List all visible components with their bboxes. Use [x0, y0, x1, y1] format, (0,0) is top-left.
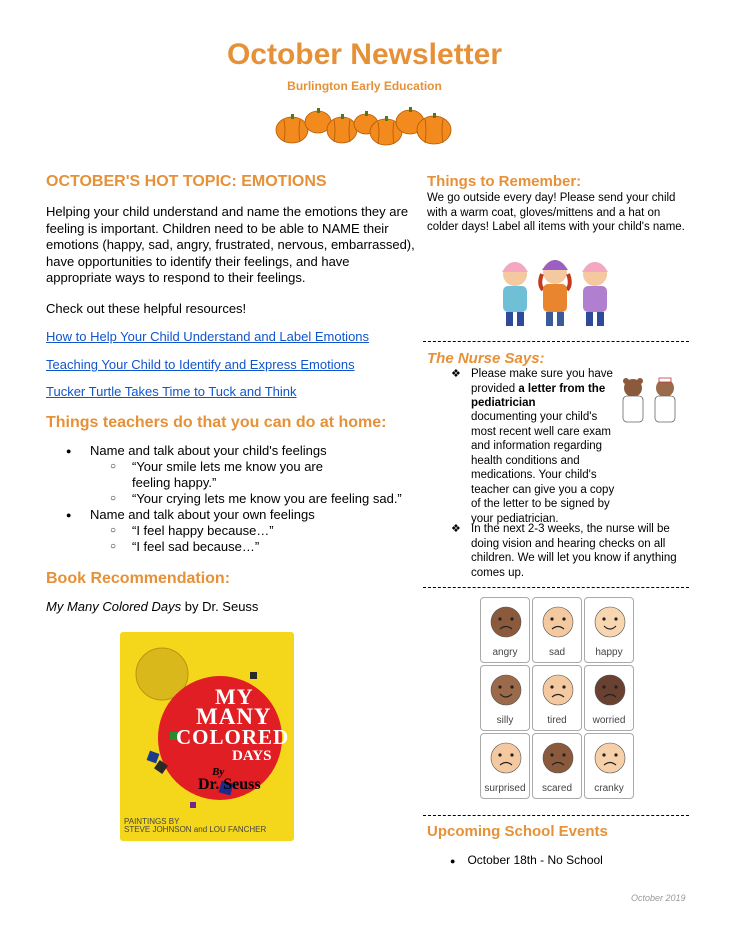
cover-credit [124, 818, 266, 834]
book-author: by Dr. Seuss [181, 599, 259, 614]
teachers-list [46, 443, 426, 555]
list-item: ○ “I feel sad because…” [46, 539, 426, 555]
event-item-text: October 18th - No School [467, 853, 603, 867]
face-icon [481, 666, 531, 710]
feeling-card-worried [584, 665, 634, 731]
remember-body: We go outside every day! Please send your child with a warm coat, gloves/mittens and a hat on colder days! Label all items with your child's name. [427, 192, 685, 233]
footer-date: October 2019 [631, 893, 686, 903]
feeling-label: scared [541, 783, 572, 794]
list-item: ● Name and talk about your child's feelings [46, 443, 426, 459]
cover-author: Dr. Seuss [198, 776, 261, 793]
feeling-label: surprised [484, 783, 526, 794]
feeling-card-scared [532, 733, 582, 799]
feeling-label: tired [547, 715, 567, 726]
cover-word-days: DAYS [232, 748, 272, 764]
remember-heading: Things to Remember: [427, 173, 582, 190]
nurse-item-1-post: documenting your child's most recent well care exam and information regarding health conditions and medications. Your child's teacher can give you a copy of the letter to be signed by your pediatrician. [471, 411, 615, 525]
feeling-card-sad [532, 597, 582, 663]
hot-topic-body: Helping your child understand and name the emotions they are feeling is important. Children need to be able to NAME their emotions (happy, sad, angry, frustrated, nervous, embarrassed), have opportunities to identify their feelings, and have appropriate ways to respond to their feelings. [46, 204, 415, 285]
face-icon [481, 598, 531, 642]
resources-intro: Check out these helpful resources! [46, 301, 247, 316]
diamond-bullet-icon: ❖ [451, 368, 461, 380]
section-divider [423, 341, 689, 342]
nurse-item-2: In the next 2-3 weeks, the nurse will be doing vision and hearing checks on all children. We will let you know if anything comes up. [471, 523, 677, 579]
list-item: ● Name and talk about your own feelings [46, 507, 426, 523]
face-icon [533, 734, 583, 778]
resource-link-tucker-turtle[interactable]: Tucker Turtle Takes Time to Tuck and Think [46, 384, 297, 399]
event-item [450, 853, 603, 867]
feeling-label: silly [496, 715, 514, 726]
feeling-label: worried [592, 715, 626, 726]
list-item: ○ “Your crying lets me know you are feeling sad.” [46, 491, 426, 507]
face-icon [585, 598, 635, 642]
cover-word-my: MY [215, 684, 254, 709]
events-heading: Upcoming School Events [427, 823, 608, 840]
cover-credit-line1: PAINTINGS BY [124, 817, 180, 826]
school-name: Burlington Early Education [287, 79, 442, 93]
face-icon [481, 734, 531, 778]
nurse-heading: The Nurse Says: [427, 350, 545, 367]
children-winter-clothes-image [493, 250, 618, 330]
cover-word-colored: COLORED [176, 725, 290, 749]
book-recommendation [46, 599, 258, 616]
list-item: ○ “Your smile lets me know you are feeling happy.” [46, 459, 346, 491]
book-heading: Book Recommendation: [46, 570, 231, 587]
cover-by: By [212, 766, 225, 778]
diamond-bullet-icon: ❖ [451, 523, 461, 535]
teachers-heading: Things teachers do that you can do at home: [46, 414, 387, 431]
resource-link-express-emotions[interactable]: Teaching Your Child to Identify and Express Emotions [46, 357, 355, 372]
nurse-item-1-pre: Please make sure you have provided [471, 368, 613, 395]
book-cover-image [120, 632, 294, 841]
face-icon [533, 666, 583, 710]
list-item: ○ “I feel happy because…” [46, 523, 426, 539]
feeling-label: happy [595, 647, 623, 658]
pumpkins-image [274, 100, 454, 148]
feelings-faces-chart [480, 597, 636, 802]
face-icon [533, 598, 583, 642]
cover-credit-line2: STEVE JOHNSON and LOU FANCHER [124, 825, 267, 834]
section-divider [423, 587, 689, 588]
section-divider [423, 815, 689, 816]
feeling-card-silly [480, 665, 530, 731]
feeling-card-angry [480, 597, 530, 663]
cover-word-many: MANY [196, 704, 272, 729]
feeling-label: sad [548, 647, 566, 658]
hot-topic-heading: OCTOBER'S HOT TOPIC: EMOTIONS [46, 173, 327, 190]
face-icon [585, 666, 635, 710]
feeling-card-happy [584, 597, 634, 663]
book-title: My Many Colored Days [46, 599, 182, 614]
nurse-item-1-bold: a letter from the pediatrician [471, 382, 606, 409]
resource-link-label-emotions[interactable]: How to Help Your Child Understand and Label Emotions [46, 329, 370, 344]
nurse-bears-image [615, 376, 685, 428]
face-icon [585, 734, 635, 778]
feeling-card-tired [532, 665, 582, 731]
feeling-label: angry [492, 647, 518, 658]
feeling-label: cranky [594, 783, 624, 794]
newsletter-title: October Newsletter [226, 38, 503, 71]
nurse-item-1-part1 [471, 367, 621, 411]
bullet-icon: ● [450, 856, 456, 866]
feeling-card-surprised [480, 733, 530, 799]
feeling-card-cranky [584, 733, 634, 799]
